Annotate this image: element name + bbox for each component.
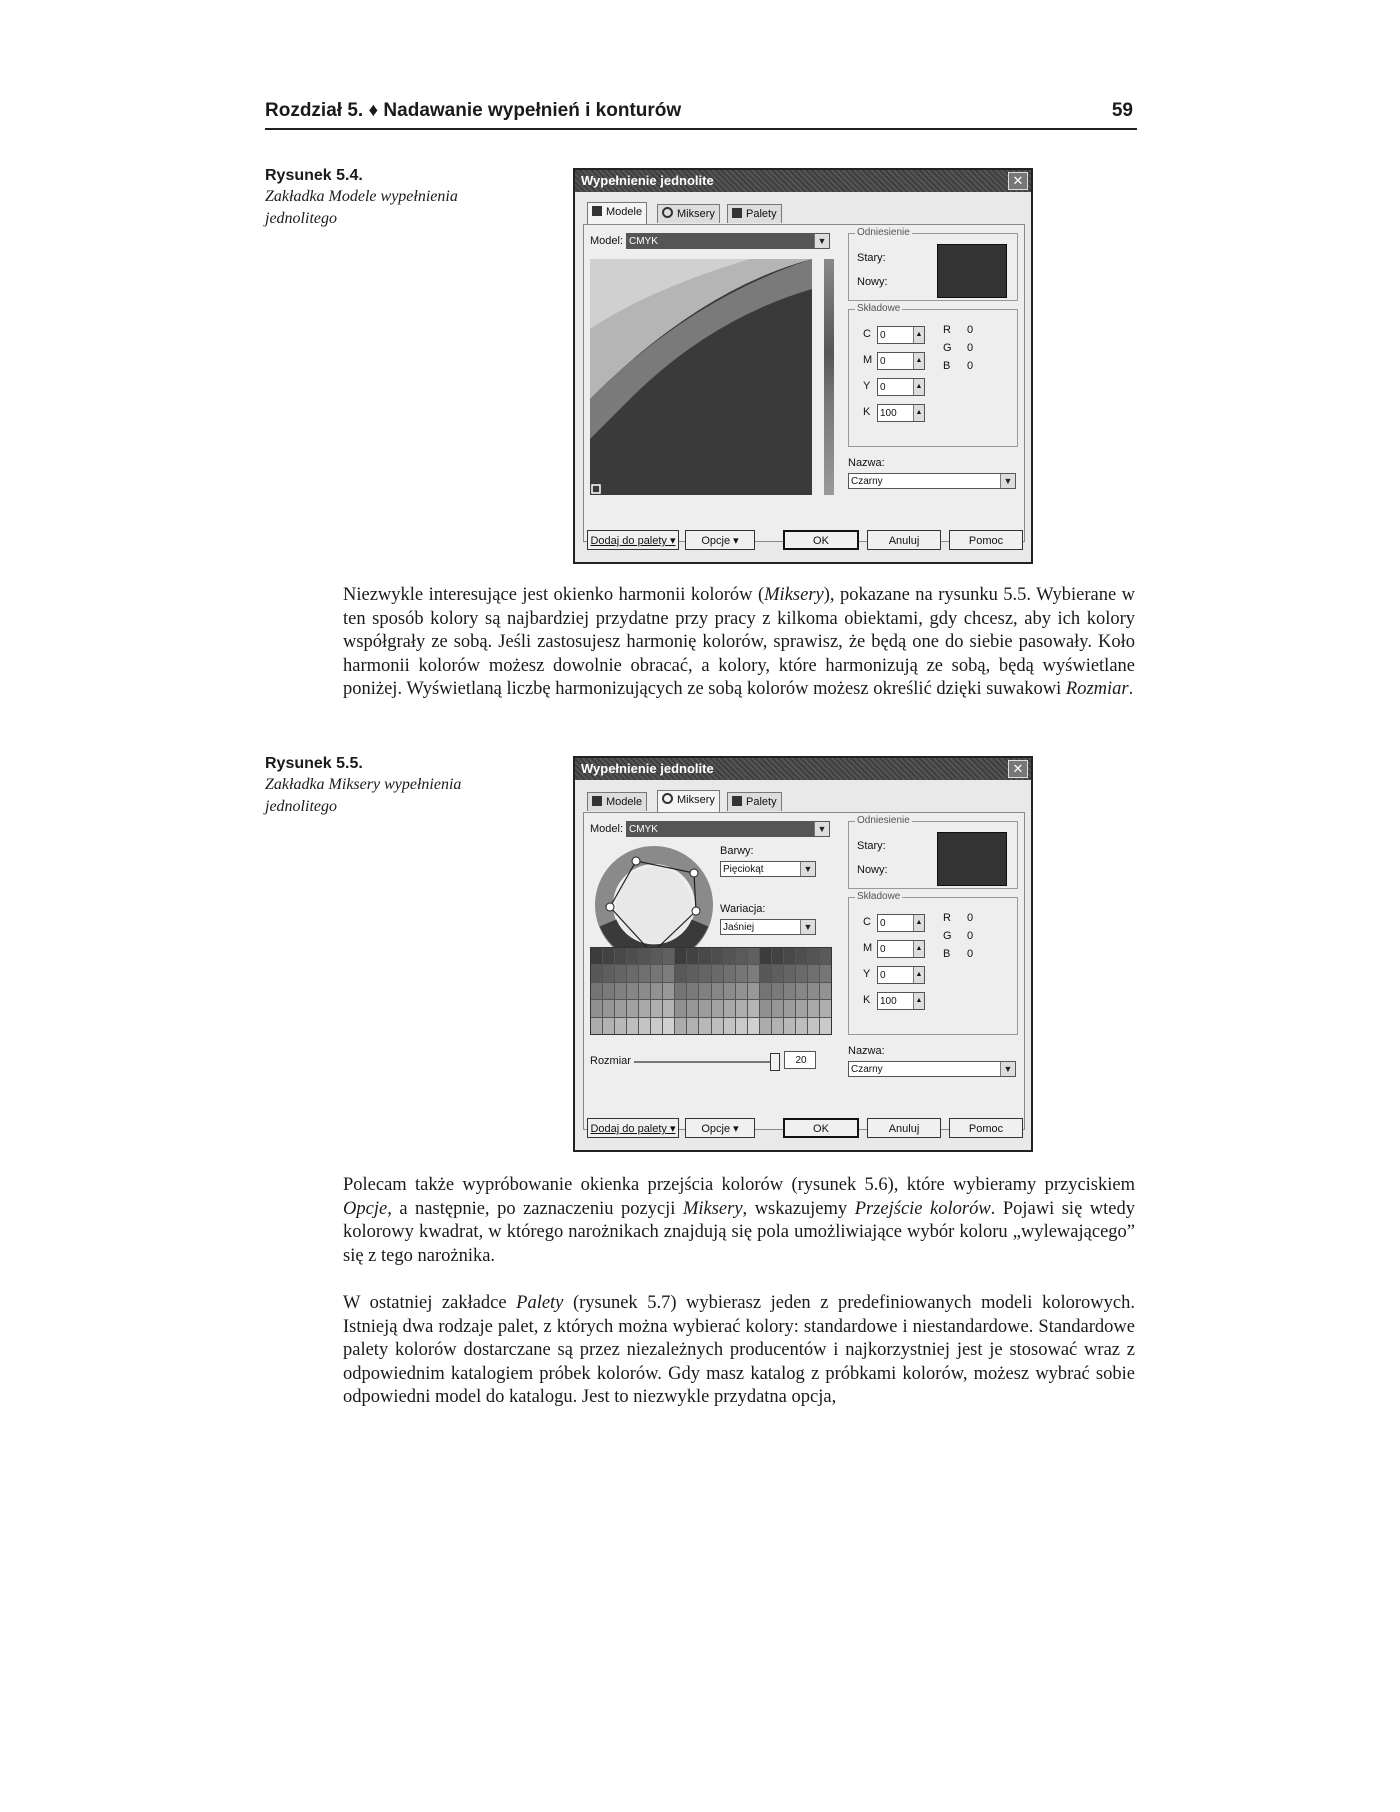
spin-arrows-icon[interactable]: ▲ [913, 941, 924, 957]
variation-swatch[interactable] [591, 1000, 602, 1016]
variation-swatch[interactable] [724, 965, 735, 981]
name-label: Nazwa: [848, 457, 885, 469]
components-title: Składowe [857, 303, 901, 314]
variation-swatch[interactable] [712, 1000, 723, 1016]
figure-number: Rysunek 5.4. [265, 167, 363, 184]
variation-swatch[interactable] [615, 1000, 626, 1016]
chapter-title: Rozdział 5. ♦ Nadawanie wypełnień i konturów [265, 100, 682, 121]
running-header [265, 98, 1137, 130]
variation-swatch[interactable] [736, 948, 747, 964]
variation-swatch[interactable] [603, 983, 614, 999]
r-label: R [943, 324, 951, 336]
variation-swatch[interactable] [772, 948, 783, 964]
name-select[interactable]: Czarny ▼ [848, 1061, 1016, 1077]
reference-swatch [937, 832, 1007, 886]
k-input[interactable]: 100 ▲ [877, 992, 925, 1010]
variation-swatch[interactable] [808, 1018, 819, 1034]
b-value: 0 [967, 948, 974, 960]
variation-swatch[interactable] [712, 983, 723, 999]
paragraph-1: Niezwykle interesujące jest okienko harmonii kolorów (Miksery), pokazane na rysunku 5.5. Wybierane w ten sposób kolory są najbardziej przydatne przy pracy z kilkoma obiektami, gdy chcesz, aby ich kolory współgrały ze sobą. Jeśli zastosujesz harmonię kolorów, sprawisz, że będą one do siebie pasowały. Koło harmonii kolorów możesz dowolnie obracać, a kolory, które harmonizują ze sobą, będą wyświetlane poniżej. Wyświetlaną liczbę harmonizujących ze sobą kolorów możesz określić dzięki suwakowi Rozmiar. [343, 585, 1136, 699]
model-select[interactable]: CMYK ▼ [626, 821, 830, 837]
variation-swatch[interactable] [699, 983, 710, 999]
size-input[interactable]: 20 [784, 1051, 816, 1069]
variation-swatch[interactable] [784, 948, 795, 964]
variation-swatch[interactable] [808, 983, 819, 999]
variation-swatch[interactable] [591, 965, 602, 981]
name-label: Nazwa: [848, 1045, 885, 1057]
tab-panel [583, 812, 1025, 1130]
variation-swatch[interactable] [808, 1000, 819, 1016]
c-label: C [863, 916, 871, 928]
variation-swatch[interactable] [748, 948, 759, 964]
variation-swatch[interactable] [699, 965, 710, 981]
m-label: M [863, 354, 873, 366]
variation-swatch[interactable] [760, 948, 771, 964]
dialog-modele [573, 168, 1033, 564]
variation-swatch[interactable] [615, 983, 626, 999]
variation-swatch[interactable] [591, 948, 602, 964]
cancel-button[interactable]: Anuluj [867, 530, 941, 550]
variation-swatch[interactable] [748, 983, 759, 999]
variation-swatch[interactable] [712, 948, 723, 964]
variation-swatch[interactable] [760, 965, 771, 981]
c-input[interactable]: 0 ▲ [877, 326, 925, 344]
ok-button[interactable]: OK [783, 1118, 859, 1138]
variation-swatch[interactable] [736, 1018, 747, 1034]
variation-swatch[interactable] [627, 948, 638, 964]
variation-swatch[interactable] [712, 1018, 723, 1034]
variation-swatch[interactable] [772, 1018, 783, 1034]
variation-swatch[interactable] [615, 1018, 626, 1034]
figure-5-5-caption [265, 754, 465, 818]
k-label: K [863, 406, 871, 418]
old-label: Stary: [857, 840, 886, 852]
variation-swatch[interactable] [748, 1018, 759, 1034]
options-button[interactable]: Opcje ▾ [685, 1118, 755, 1138]
variation-swatch[interactable] [760, 1000, 771, 1016]
variation-swatch[interactable] [639, 1018, 650, 1034]
size-slider-track[interactable] [634, 1061, 774, 1063]
spin-arrows-icon[interactable]: ▲ [913, 353, 924, 369]
variation-swatch[interactable] [712, 965, 723, 981]
paragraph-2: Polecam także wypróbowanie okienka przejścia kolorów (rysunek 5.6), które wybieramy przyciskiem Opcje, a następnie, po zaznaczeniu pozycji Miksery, wskazujemy Przejście kolorów. Pojawi się wtedy kolorowy kwadrat, w którego narożnikach znajdują się pola umożliwiające wybór koloru „wylewającego” się z tego narożnika. [343, 1175, 1136, 1266]
variation-swatch[interactable] [639, 983, 650, 999]
variation-swatch[interactable] [724, 948, 735, 964]
spin-arrows-icon[interactable]: ▲ [913, 993, 924, 1009]
variation-swatch[interactable] [820, 1000, 831, 1016]
variation-swatch[interactable] [796, 965, 807, 981]
reference-swatch [937, 244, 1007, 298]
variation-swatch[interactable] [772, 965, 783, 981]
hues-label: Barwy: [720, 845, 754, 857]
help-button[interactable]: Pomoc [949, 530, 1023, 550]
chevron-down-icon: ▼ [800, 920, 815, 934]
variation-swatch[interactable] [760, 983, 771, 999]
variation-swatch[interactable] [724, 983, 735, 999]
variation-swatch[interactable] [784, 965, 795, 981]
variation-swatch[interactable] [699, 1018, 710, 1034]
close-icon[interactable]: ✕ [1008, 172, 1028, 190]
variation-swatch[interactable] [699, 1000, 710, 1016]
model-select[interactable]: CMYK ▼ [626, 233, 830, 249]
c-input[interactable]: 0 ▲ [877, 914, 925, 932]
m-input[interactable]: 0 ▲ [877, 940, 925, 958]
variation-swatch[interactable] [796, 948, 807, 964]
g-label: G [943, 930, 952, 942]
variation-swatch[interactable] [748, 1000, 759, 1016]
variation-swatch[interactable] [663, 1018, 674, 1034]
variation-swatch[interactable] [687, 1000, 698, 1016]
help-button[interactable]: Pomoc [949, 1118, 1023, 1138]
variation-swatch[interactable] [772, 1000, 783, 1016]
variation-swatch[interactable] [796, 983, 807, 999]
figure-caption-text: Zakładka Miksery wypełnienia jednolitego [265, 776, 462, 815]
variation-swatch[interactable] [663, 1000, 674, 1016]
spin-arrows-icon[interactable]: ▲ [913, 967, 924, 983]
model-label: Model: [590, 823, 624, 835]
variation-swatch[interactable] [603, 1000, 614, 1016]
new-label: Nowy: [857, 276, 888, 288]
variation-swatch[interactable] [627, 1000, 638, 1016]
variation-swatch[interactable] [591, 1018, 602, 1034]
options-button[interactable]: Opcje ▾ [685, 530, 755, 550]
variation-label: Wariacja: [720, 903, 766, 915]
size-slider-handle[interactable] [770, 1053, 780, 1071]
k-input[interactable]: 100 ▲ [877, 404, 925, 422]
variation-swatch[interactable] [663, 948, 674, 964]
variation-swatch[interactable] [724, 1000, 735, 1016]
add-to-palette-button[interactable]: Dodaj do palety ▾ [587, 530, 679, 550]
ok-button[interactable]: OK [783, 530, 859, 550]
spin-arrows-icon[interactable]: ▲ [913, 915, 924, 931]
variation-swatch[interactable] [675, 1018, 686, 1034]
variation-swatch[interactable] [724, 1018, 735, 1034]
variation-swatch[interactable] [651, 983, 662, 999]
g-label: G [943, 342, 952, 354]
color-field[interactable] [590, 259, 812, 495]
variation-swatch[interactable] [603, 1018, 614, 1034]
components-group [848, 303, 1018, 447]
hues-select[interactable]: Pięciokąt ▼ [720, 861, 816, 877]
name-select[interactable]: Czarny ▼ [848, 473, 1016, 489]
variation-swatch[interactable] [675, 983, 686, 999]
variation-swatch[interactable] [687, 948, 698, 964]
variation-swatch[interactable] [736, 1000, 747, 1016]
spin-arrows-icon[interactable]: ▲ [913, 379, 924, 395]
mixer-icon [662, 207, 673, 218]
variation-swatch[interactable] [651, 1000, 662, 1016]
color-field-gradient [590, 259, 812, 495]
variation-swatch[interactable] [687, 983, 698, 999]
reference-group [848, 815, 1018, 889]
palette-icon [732, 208, 742, 218]
variation-swatch[interactable] [603, 965, 614, 981]
variation-swatch[interactable] [615, 948, 626, 964]
palette-icon [732, 796, 742, 806]
chevron-down-icon: ▼ [800, 862, 815, 876]
variation-swatch[interactable] [736, 965, 747, 981]
b-label: B [943, 948, 951, 960]
add-to-palette-button[interactable]: Dodaj do palety ▾ [587, 1118, 679, 1138]
reference-title: Odniesienie [857, 815, 910, 826]
m-input[interactable]: 0 ▲ [877, 352, 925, 370]
variation-swatch[interactable] [808, 965, 819, 981]
m-label: M [863, 942, 873, 954]
figure-caption-text: Zakładka Modele wypełnienia jednolitego [265, 188, 458, 227]
variation-swatch[interactable] [627, 983, 638, 999]
size-label: Rozmiar [590, 1055, 631, 1067]
tab-modele[interactable]: Modele [587, 792, 647, 811]
paragraph-3: W ostatniej zakładce Palety (rysunek 5.7) wybierasz jeden z predefiniowanych modeli kolorowych. Istnieją dwa rodzaje palet, z których można wybierać kolory: standardowe i niestandardowe. Standardowe palety kolorów dostarczane są przez niezależnych producentów i najkorzystniej jest je stosować wraz z odpowiednim katalogiem próbek kolorów. Gdy masz katalog z próbkami kolorów, możesz wybrać sobie odpowiedni model do katalogu. Jest to niezwykle przydatna opcja, [343, 1293, 1135, 1407]
variation-swatch[interactable] [639, 965, 650, 981]
title-bar [575, 170, 1031, 192]
g-value: 0 [967, 342, 974, 354]
variation-swatch[interactable] [748, 965, 759, 981]
variation-swatch[interactable] [820, 965, 831, 981]
new-label: Nowy: [857, 864, 888, 876]
tab-modele[interactable]: Modele [587, 202, 647, 224]
variation-swatch[interactable] [808, 948, 819, 964]
variation-swatch[interactable] [687, 1018, 698, 1034]
variation-swatch[interactable] [675, 948, 686, 964]
components-title: Składowe [857, 891, 901, 902]
chevron-down-icon: ▼ [814, 234, 829, 248]
y-label: Y [863, 380, 871, 392]
variation-swatch[interactable] [627, 1018, 638, 1034]
models-icon [592, 206, 602, 216]
reference-title: Odniesienie [857, 227, 910, 238]
variation-swatch[interactable] [651, 1018, 662, 1034]
variation-swatch[interactable] [784, 1000, 795, 1016]
variation-swatch[interactable] [699, 948, 710, 964]
variation-swatch[interactable] [772, 983, 783, 999]
chevron-down-icon: ▼ [1000, 474, 1015, 488]
intensity-slider[interactable] [824, 259, 834, 495]
y-label: Y [863, 968, 871, 980]
y-input[interactable]: 0 ▲ [877, 378, 925, 396]
variation-swatch[interactable] [760, 1018, 771, 1034]
r-value: 0 [967, 324, 974, 336]
variation-swatch[interactable] [796, 1000, 807, 1016]
variation-swatch[interactable] [651, 965, 662, 981]
page-number: 59 [1111, 100, 1133, 121]
variation-swatch[interactable] [796, 1018, 807, 1034]
spin-arrows-icon[interactable]: ▲ [913, 405, 924, 421]
c-label: C [863, 328, 871, 340]
title-bar [575, 758, 1031, 780]
cancel-button[interactable]: Anuluj [867, 1118, 941, 1138]
variation-swatch[interactable] [651, 948, 662, 964]
tab-palety[interactable]: Palety [727, 792, 782, 811]
tab-miksery[interactable]: Miksery [657, 790, 720, 812]
variation-swatch[interactable] [627, 965, 638, 981]
y-input[interactable]: 0 ▲ [877, 966, 925, 984]
chevron-down-icon: ▼ [814, 822, 829, 836]
variation-swatch[interactable] [820, 948, 831, 964]
variation-swatch[interactable] [639, 1000, 650, 1016]
figure-number: Rysunek 5.5. [265, 755, 363, 772]
dialog-miksery [573, 756, 1033, 1152]
variation-swatch[interactable] [675, 965, 686, 981]
g-value: 0 [967, 930, 974, 942]
variation-swatch[interactable] [603, 948, 614, 964]
variation-swatch[interactable] [663, 983, 674, 999]
variation-swatch[interactable] [784, 983, 795, 999]
dialog-title: Wypełnienie jednolite [581, 173, 714, 188]
variation-grid[interactable] [590, 947, 832, 1035]
k-label: K [863, 994, 871, 1006]
variation-select[interactable]: Jaśniej ▼ [720, 919, 816, 935]
b-label: B [943, 360, 951, 372]
components-group [848, 891, 1018, 1035]
dialog-title: Wypełnienie jednolite [581, 761, 714, 776]
variation-swatch[interactable] [639, 948, 650, 964]
tab-miksery[interactable]: Miksery [657, 204, 720, 223]
variation-swatch[interactable] [663, 965, 674, 981]
variation-swatch[interactable] [820, 983, 831, 999]
models-icon [592, 796, 602, 806]
old-label: Stary: [857, 252, 886, 264]
mixer-icon [662, 793, 673, 804]
chevron-down-icon: ▼ [1000, 1062, 1015, 1076]
variation-swatch[interactable] [820, 1018, 831, 1034]
variation-swatch[interactable] [615, 965, 626, 981]
tab-palety[interactable]: Palety [727, 204, 782, 223]
variation-swatch[interactable] [784, 1018, 795, 1034]
model-label: Model: [590, 235, 624, 247]
b-value: 0 [967, 360, 974, 372]
figure-5-4-caption [265, 166, 465, 230]
variation-swatch[interactable] [591, 983, 602, 999]
tab-panel [583, 224, 1025, 542]
variation-swatch[interactable] [675, 1000, 686, 1016]
close-icon[interactable]: ✕ [1008, 760, 1028, 778]
reference-group [848, 227, 1018, 301]
r-value: 0 [967, 912, 974, 924]
r-label: R [943, 912, 951, 924]
variation-swatch[interactable] [687, 965, 698, 981]
spin-arrows-icon[interactable]: ▲ [913, 327, 924, 343]
variation-swatch[interactable] [736, 983, 747, 999]
